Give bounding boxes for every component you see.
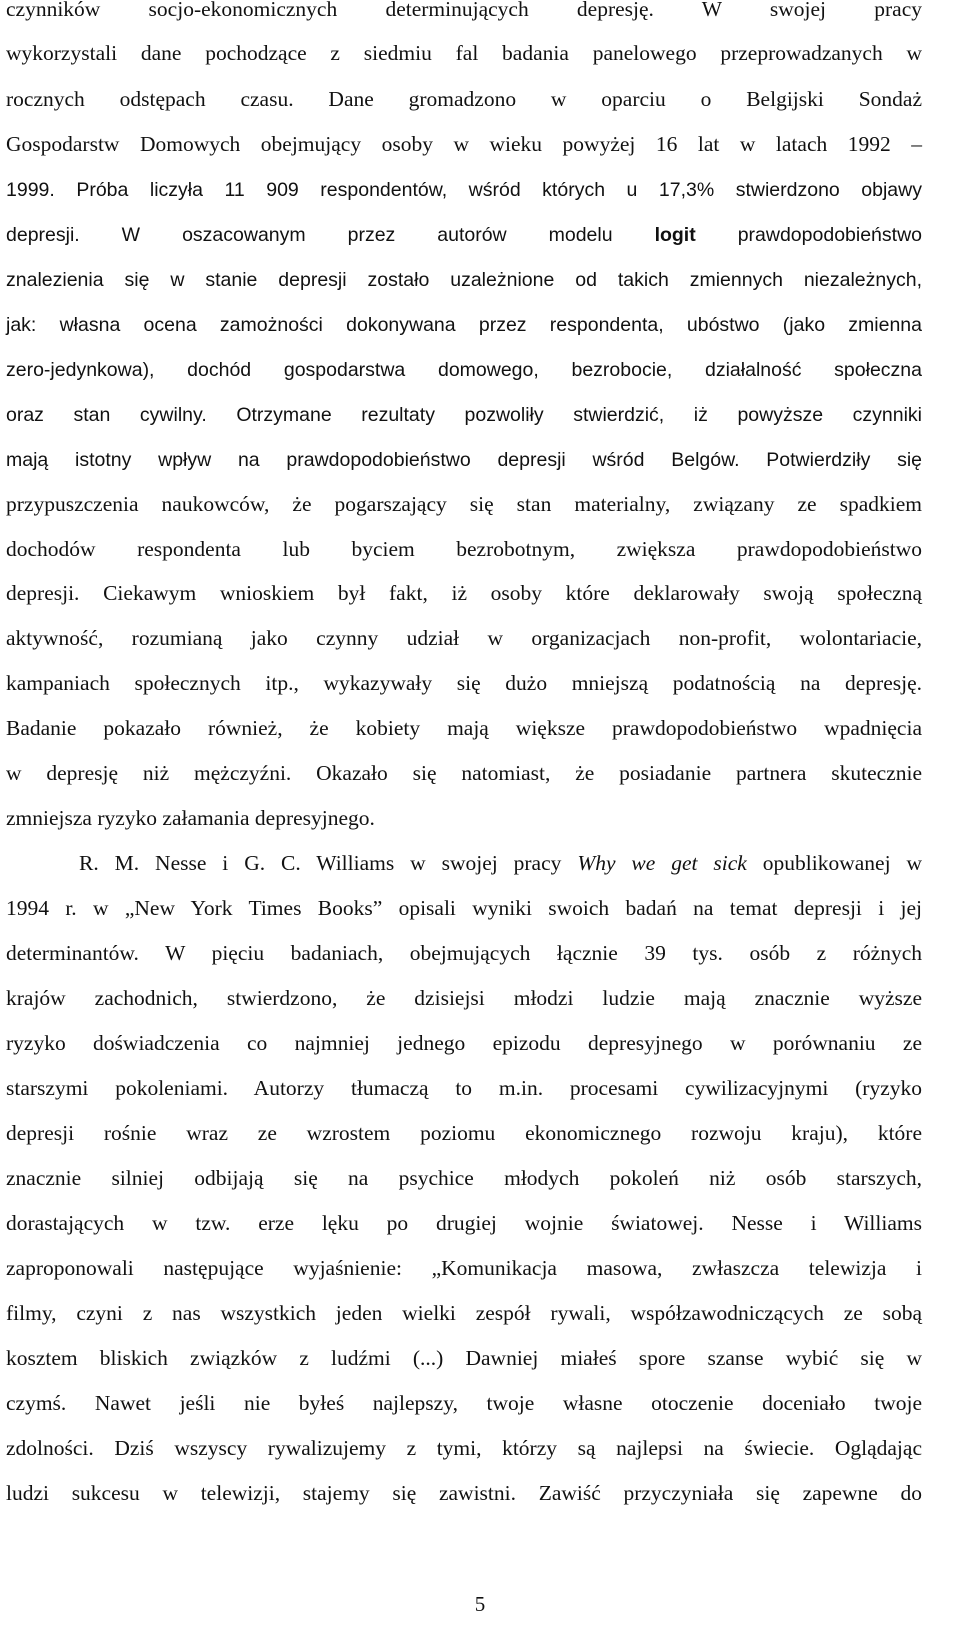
text-line: depresji rośnie wraz ze wzrostem poziomu ekonomicznego rozwoju kraju), które [6,1121,922,1145]
text-line: filmy, czyni z nas wszystkich jeden wielki zespół rywali, współzawodniczących ze sobą [6,1301,922,1325]
text-line: Gospodarstw Domowych obejmujący osoby w wieku powyżej 16 lat w latach 1992 – [6,132,922,156]
text-span: opublikowanej w [746,851,923,875]
text-span: depresji. W oszacowanym przez autorów modelu [6,224,655,246]
text-line: aktywność, rozumianą jako czynny udział w organizacjach non-profit, wolontariacie, [6,626,922,650]
page-number: 5 [474,1592,486,1616]
text-line: 1999. Próba liczyła 11 909 respondentów, wśród których u 17,3% stwierdzono objawy [6,179,922,201]
text-line: dochodów respondenta lub byciem bezrobotnym, zwiększa prawdopodobieństwo [6,537,922,561]
text-line: jak: własna ocena zamożności dokonywana przez respondenta, ubóstwo (jako zmienna [6,314,922,336]
text-line: krajów zachodnich, stwierdzono, że dzisiejsi młodzi ludzie mają znacznie wyższe [6,986,922,1010]
text-line: w depresję niż mężczyźni. Okazało się natomiast, że posiadanie partnera skutecznie [6,761,922,785]
text-line: dorastających w tzw. erze lęku po drugiej wojnie światowej. Nesse i Williams [6,1211,922,1235]
text-line [6,220,922,250]
text-line: czynników socjo-ekonomicznych determinujących depresję. W swojej pracy [6,0,922,21]
text-line: zmniejsza ryzyko załamania depresyjnego. [6,806,375,830]
text-line: determinantów. W pięciu badaniach, obejmujących łącznie 39 tys. osób z różnych [6,941,922,965]
text-line: kampaniach społecznych itp., wykazywały się dużo mniejszą podatnością na depresję. [6,671,922,695]
text-line: znacznie silniej odbijają się na psychice młodych pokoleń niż osób starszych, [6,1166,922,1190]
text-line: ryzyko doświadczenia co najmniej jednego epizodu depresyjnego w porównaniu ze [6,1031,922,1055]
bold-term: logit [654,224,696,246]
text-line: przypuszczenia naukowców, że pogarszający się stan materialny, związany ze spadkiem [6,492,922,516]
text-line: ludzi sukcesu w telewizji, stajemy się zawistni. Zawiść przyczyniała się zapewne do [6,1481,922,1505]
text-line: depresji. Ciekawym wnioskiem był fakt, iż osoby które deklarowały swoją społeczną [6,581,922,605]
text-span: R. M. Nesse i G. C. Williams w swojej pracy [79,851,578,875]
text-line: Badanie pokazało również, że kobiety mają większe prawdopodobieństwo wpadnięcia [6,716,922,740]
text-line: 1994 r. w „New York Times Books” opisali wyniki swoich badań na temat depresji i jej [6,896,922,920]
text-line: czymś. Nawet jeśli nie byłeś najlepszy, twoje własne otoczenie doceniało twoje [6,1391,922,1415]
text-line: starszymi pokoleniami. Autorzy tłumaczą to m.in. procesami cywilizacyjnymi (ryzyko [6,1076,922,1100]
text-span: prawdopodobieństwo [695,224,922,246]
text-line: zdolności. Dziś wszyscy rywalizujemy z tymi, którzy są najlepsi na świecie. Oglądając [6,1436,922,1460]
text-line: oraz stan cywilny. Otrzymane rezultaty pozwoliły stwierdzić, iż powyższe czynniki [6,404,922,426]
text-line [79,848,922,878]
text-line: znalezienia się w stanie depresji zostało uzależnione od takich zmiennych niezależnych, [6,269,922,291]
text-line: zaproponowali następujące wyjaśnienie: „Komunikacja masowa, zwłaszcza telewizja i [6,1256,922,1280]
text-line: kosztem bliskich związków z ludźmi (...) Dawniej miałeś spore szanse wybić się w [6,1346,922,1370]
text-line: rocznych odstępach czasu. Dane gromadzono w oparciu o Belgijski Sondaż [6,87,922,111]
book-title: Why we get sick [577,851,747,875]
text-line: mają istotny wpływ na prawdopodobieństwo depresji wśród Belgów. Potwierdziły się [6,449,922,471]
text-line: wykorzystali dane pochodzące z siedmiu fal badania panelowego przeprowadzanych w [6,41,922,65]
text-line: zero-jedynkowa), dochód gospodarstwa domowego, bezrobocie, działalność społeczna [6,359,922,381]
